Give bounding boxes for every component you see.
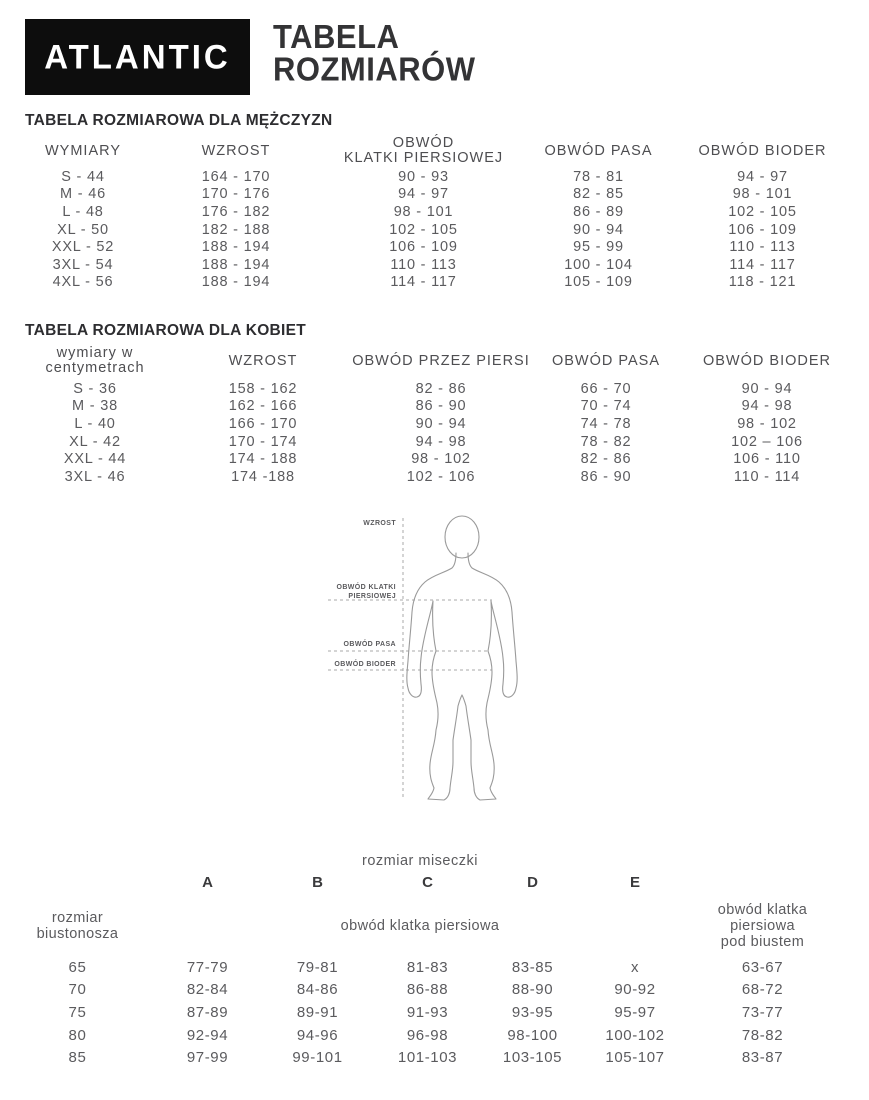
table-cell: 174 - 188 (228, 451, 298, 468)
table-cell: 91-93 (406, 1003, 449, 1021)
table-cell: 78-82 (741, 1026, 784, 1044)
table-cell: 170 - 176 (201, 186, 271, 203)
table-cell: 97-99 (186, 1049, 229, 1067)
table-cell: 102 - 105 (728, 203, 797, 220)
table-cell: 103-105 (502, 1049, 563, 1067)
table-cell: 95-97 (614, 1003, 656, 1021)
table-cell: 70 (68, 981, 87, 999)
table-cell: 3XL - 46 (64, 468, 126, 485)
page-title: TABELA ROZMIARÓW (273, 17, 476, 88)
table-cell: 78 - 82 (580, 433, 632, 450)
table-cell: 86 - 90 (580, 468, 632, 485)
hips-label: OBWÓD BIODER (334, 661, 396, 668)
table-cell: 100-102 (605, 1026, 665, 1044)
table-cell: 73-77 (741, 1003, 784, 1021)
table-cell: 105 - 109 (564, 274, 633, 291)
chest-circumference-header: obwód klatka piersiowa (340, 918, 500, 934)
table-cell: 188 - 194 (201, 239, 271, 256)
cup-letter: D (527, 873, 538, 891)
table-cell: 188 - 194 (201, 274, 271, 291)
table-cell: S - 36 (73, 380, 117, 397)
table-cell: 182 - 188 (201, 221, 271, 238)
column-header: OBWÓD KLATKI PIERSIOWEJ (343, 135, 504, 166)
underbust-header: obwód klatka piersiowa pod biustem (717, 902, 808, 950)
cup-letter: A (202, 873, 213, 891)
table-cell: 102 – 106 (731, 433, 803, 450)
body-measurement-diagram (300, 505, 590, 810)
table-cell: 82 - 85 (573, 186, 624, 203)
table-cell: 77-79 (186, 958, 229, 976)
table-cell: 90 - 94 (415, 415, 467, 432)
table-cell: XL - 42 (69, 433, 121, 450)
table-cell: 86 - 89 (573, 203, 624, 220)
table-cell: 110 - 113 (390, 256, 457, 273)
table-cell: L - 48 (62, 203, 104, 220)
table-cell: 74 - 78 (580, 415, 632, 432)
table-cell: 99-101 (292, 1049, 343, 1067)
table-cell: 94 - 98 (415, 433, 467, 450)
table-cell: 158 - 162 (228, 380, 298, 397)
table-cell: 100 - 104 (564, 256, 633, 273)
table-cell: 88-90 (511, 981, 554, 999)
table-cell: 93-95 (511, 1003, 554, 1021)
table-cell: 92-94 (186, 1026, 229, 1044)
women-size-table (0, 342, 868, 486)
column-header: OBWÓD BIODER (698, 142, 827, 159)
table-cell: 106 - 109 (728, 221, 797, 238)
cup-letters-row (0, 871, 840, 893)
table-cell: 98-100 (507, 1026, 558, 1044)
column-header: WYMIARY (44, 142, 122, 159)
chest-label: OBWÓD KLATKI (336, 584, 396, 591)
bra-size-table (0, 956, 840, 1069)
table-cell: 86 - 90 (415, 398, 467, 415)
table-cell: 90 - 93 (398, 168, 449, 185)
table-cell: 94 - 97 (737, 168, 788, 185)
table-cell: 83-85 (511, 958, 554, 976)
figure-head (445, 516, 479, 558)
men-size-table (0, 134, 869, 291)
table-cell: L - 40 (74, 415, 116, 432)
table-cell: 105-107 (605, 1049, 665, 1067)
table-cell: 81-83 (406, 958, 449, 976)
table-cell: 101-103 (397, 1049, 458, 1067)
table-cell: 82-84 (186, 981, 229, 999)
brand-name: ATLANTIC (44, 37, 231, 76)
table-cell: 98 - 101 (732, 186, 793, 203)
table-cell: 65 (68, 958, 87, 976)
table-cell: 4XL - 56 (52, 274, 114, 291)
brand-logo (25, 19, 250, 95)
table-cell: 106 - 109 (389, 239, 458, 256)
table-cell: 82 - 86 (580, 451, 632, 468)
spacer-cell (0, 871, 155, 893)
table-cell: 114 - 117 (390, 274, 457, 291)
table-cell: 83-87 (741, 1049, 784, 1067)
column-header: OBWÓD PASA (544, 142, 653, 159)
table-cell: 166 - 170 (228, 415, 298, 432)
table-cell: 174 -188 (231, 468, 295, 485)
men-section-title: TABELA ROZMIAROWA DLA MĘŻCZYZN (25, 112, 333, 129)
column-header: OBWÓD PRZEZ PIERSI (352, 352, 530, 369)
table-cell: 3XL - 54 (52, 256, 114, 273)
table-cell: 188 - 194 (201, 256, 271, 273)
table-cell: 79-81 (296, 958, 339, 976)
table-cell: 90 - 94 (573, 221, 624, 238)
chest-label-line2: PIERSIOWEJ (348, 593, 396, 600)
table-cell: 98 - 101 (393, 203, 454, 220)
table-cell: XXL - 52 (51, 239, 115, 256)
table-cell: 118 - 121 (728, 274, 797, 291)
table-cell: 95 - 99 (573, 239, 624, 256)
table-cell: 106 - 110 (733, 451, 801, 468)
cup-letter: E (629, 873, 640, 891)
table-cell: 98 - 102 (411, 451, 471, 468)
table-cell: x (630, 958, 640, 976)
table-cell: 170 - 174 (228, 433, 298, 450)
table-cell: 90 - 94 (741, 380, 793, 397)
table-cell: XL - 50 (57, 221, 109, 238)
table-cell: 80 (68, 1026, 87, 1044)
table-cell: 102 - 105 (389, 221, 458, 238)
table-cell: 90-92 (614, 981, 656, 999)
cup-size-title-row (0, 851, 840, 871)
bra-size-header: rozmiar biustonosza (36, 910, 119, 942)
column-header: WZROST (228, 352, 298, 369)
cup-letter: C (422, 873, 433, 891)
table-cell: 94 - 98 (741, 398, 793, 415)
table-cell: 110 - 114 (733, 468, 801, 485)
table-cell: S - 44 (61, 168, 105, 185)
table-cell: M - 38 (72, 398, 118, 415)
table-cell: 94-96 (296, 1026, 339, 1044)
table-cell: M - 46 (60, 186, 106, 203)
table-cell: 82 - 86 (415, 380, 467, 397)
table-cell: 164 - 170 (201, 168, 271, 185)
table-cell: 94 - 97 (398, 186, 449, 203)
column-header: OBWÓD BIODER (702, 352, 831, 369)
women-section-title: TABELA ROZMIAROWA DLA KOBIET (25, 322, 307, 339)
waist-label: OBWÓD PASA (343, 641, 396, 648)
table-cell: 66 - 70 (580, 380, 632, 397)
table-cell: 70 - 74 (580, 398, 632, 415)
column-header: wymiary w centymetrach (45, 345, 145, 376)
table-cell: XXL - 44 (63, 451, 127, 468)
table-cell: 86-88 (406, 981, 449, 999)
table-cell: 96-98 (406, 1026, 449, 1044)
table-cell: 98 - 102 (737, 415, 797, 432)
table-cell: 85 (68, 1049, 87, 1067)
table-cell: 84-86 (296, 981, 339, 999)
table-cell: 87-89 (186, 1003, 229, 1021)
table-cell: 110 - 113 (729, 239, 796, 256)
bra-header-row (0, 896, 840, 956)
table-cell: 63-67 (741, 958, 784, 976)
table-cell: 89-91 (296, 1003, 339, 1021)
table-cell: 114 - 117 (729, 256, 796, 273)
column-header: OBWÓD PASA (551, 352, 661, 369)
column-header: WZROST (201, 142, 271, 159)
table-cell: 162 - 166 (228, 398, 298, 415)
cup-size-title: rozmiar miseczki (362, 853, 478, 869)
table-cell: 78 - 81 (573, 168, 624, 185)
table-cell: 75 (68, 1003, 87, 1021)
table-cell: 102 - 106 (406, 468, 476, 485)
table-cell: 68-72 (741, 981, 784, 999)
cup-letter: B (312, 873, 323, 891)
table-cell: 176 - 182 (201, 203, 271, 220)
body-outline (407, 553, 517, 800)
height-label: WZROST (363, 520, 396, 527)
